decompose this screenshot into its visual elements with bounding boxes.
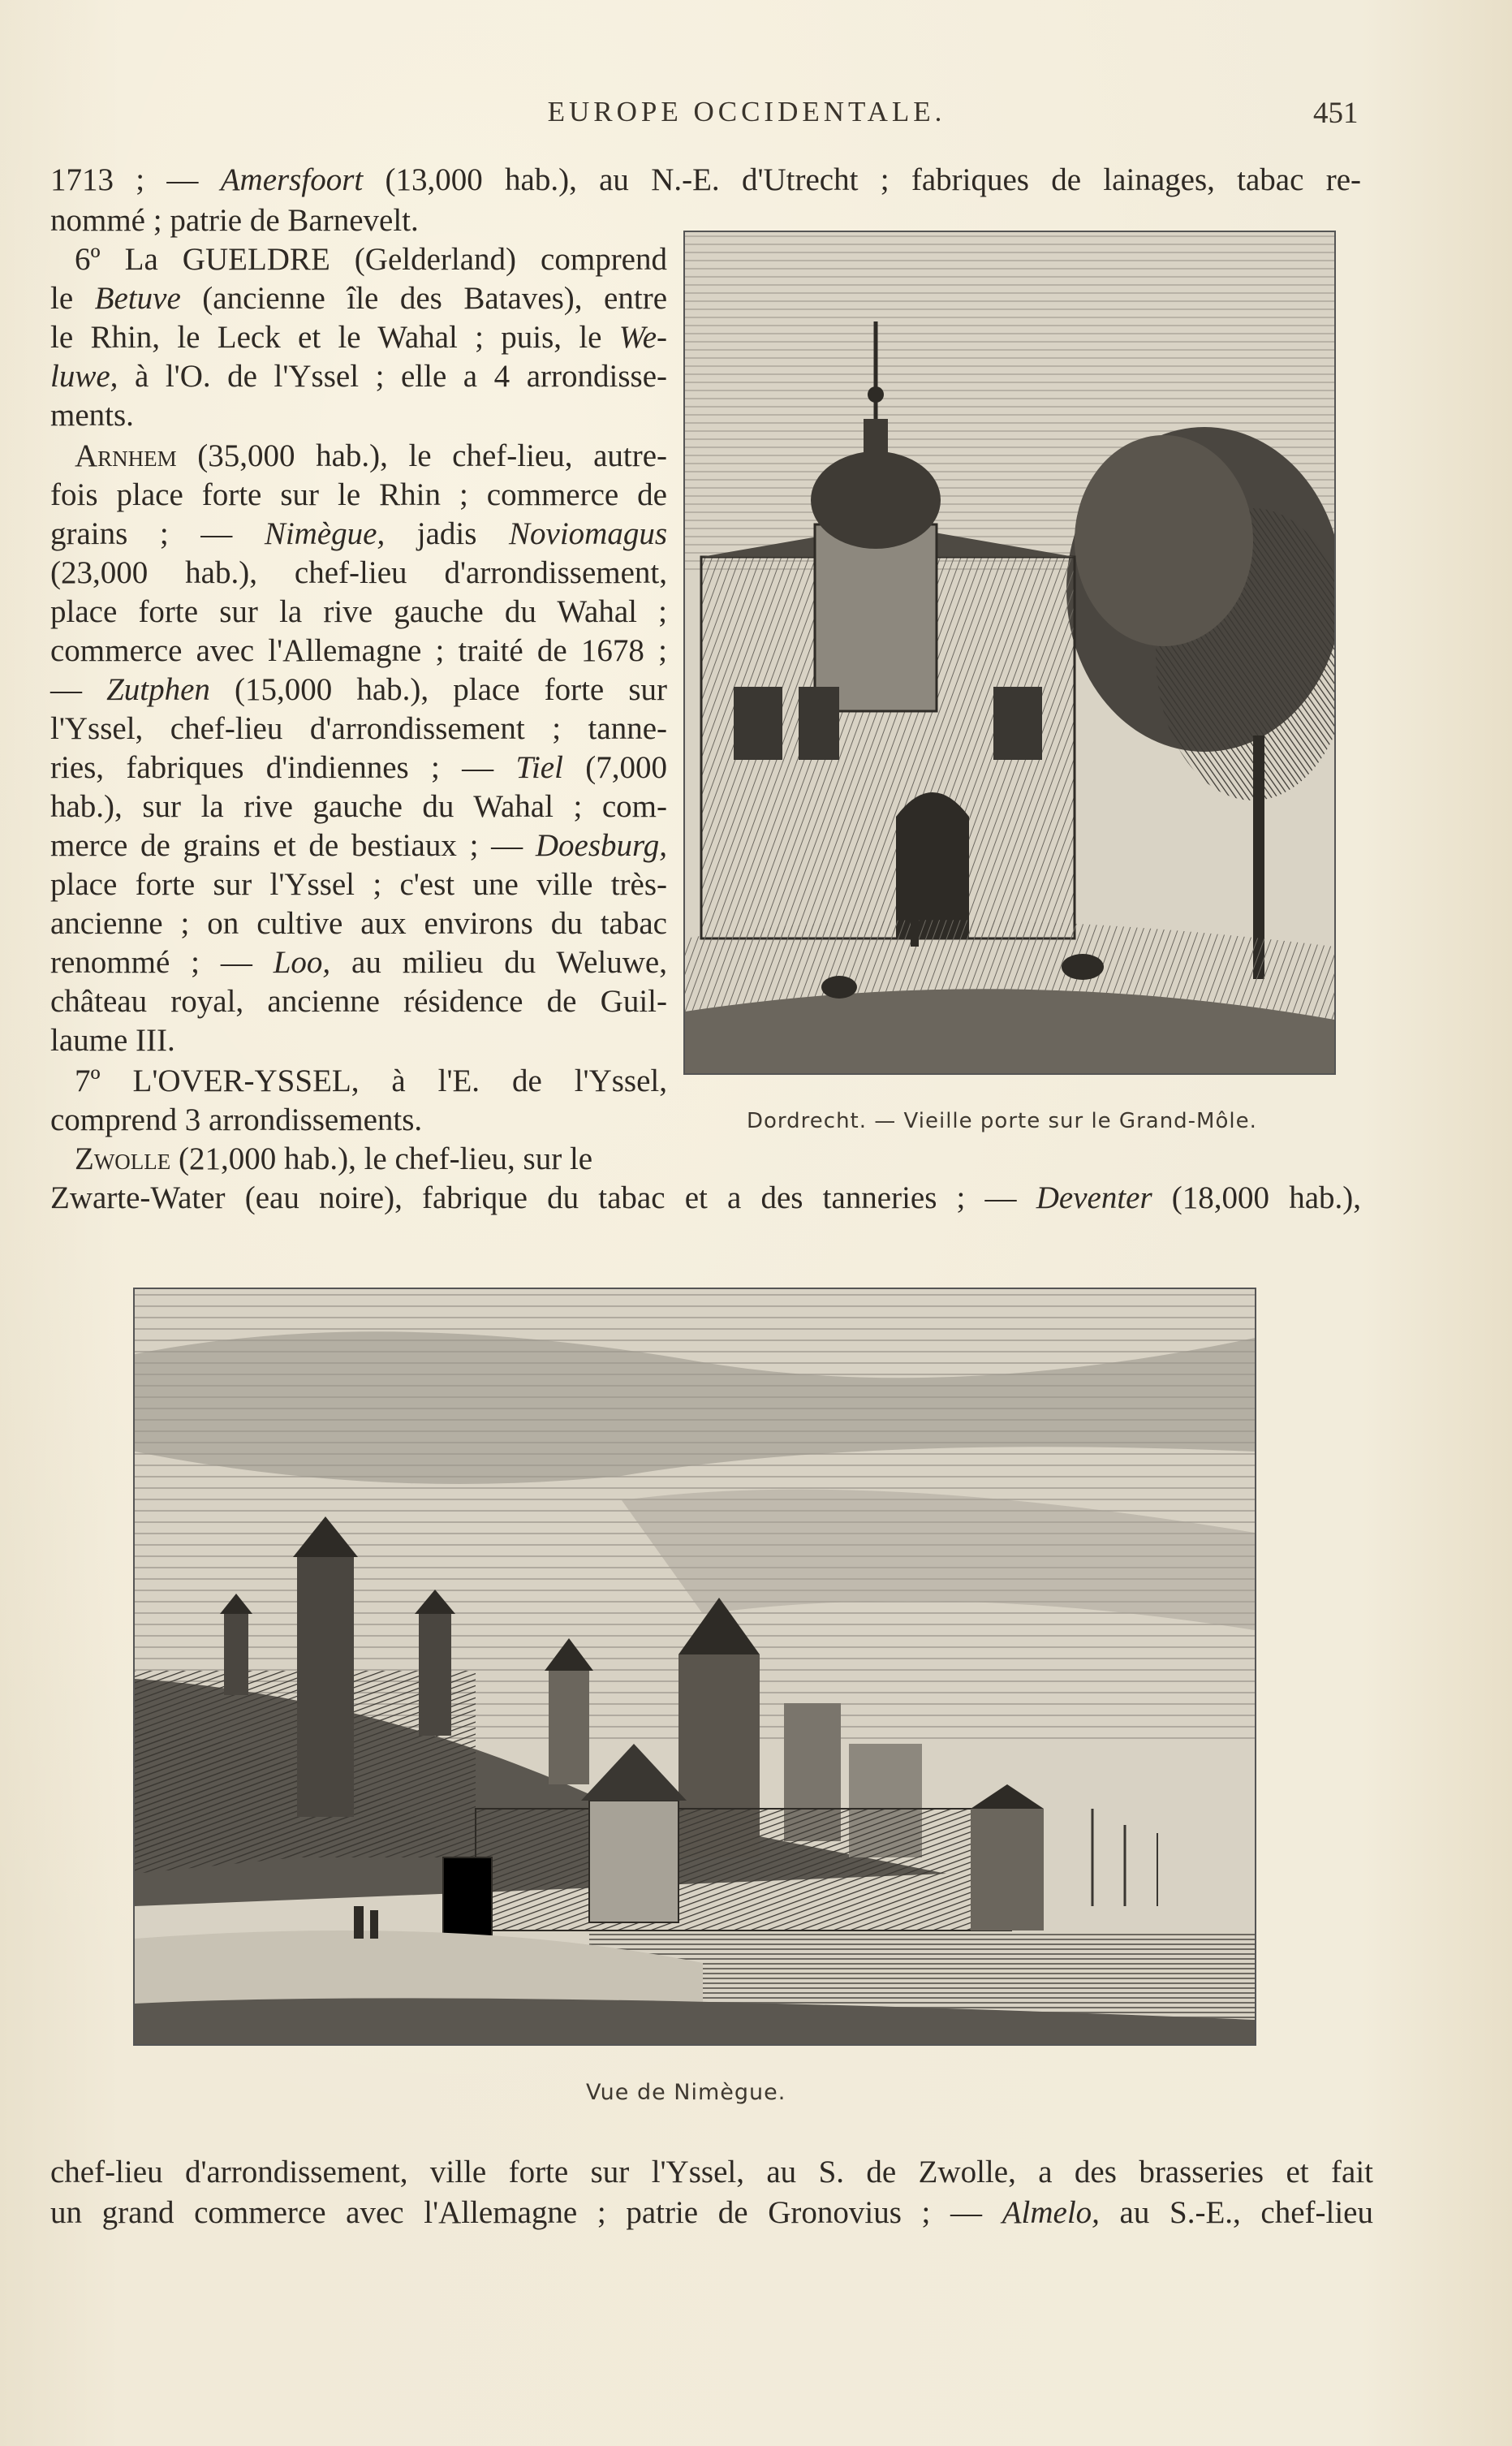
text-line: nommé ; patrie de Barnevelt. <box>50 203 419 238</box>
text-line: commerce avec l'Allemagne ; traité de 1678 ; <box>50 633 667 668</box>
text-line: Arnhem (35,000 hab.), le chef-lieu, autre- <box>75 438 667 473</box>
text-line: le Betuve (ancienne île des Bataves), entre <box>50 281 667 316</box>
text-line: château royal, ancienne résidence de Guil- <box>50 984 667 1019</box>
text-line: renommé ; — Loo, au milieu du Weluwe, <box>50 945 667 980</box>
text-line: 1713 ; — Amersfoort (13,000 hab.), au N.-E. d'Utrecht ; fabriques de lainages, tabac re- <box>50 162 1361 197</box>
text-line: grains ; — Nimègue, jadis Noviomagus <box>50 516 667 551</box>
text-line: ments. <box>50 398 134 433</box>
text-line: luwe, à l'O. de l'Yssel ; elle a 4 arrondisse- <box>50 359 667 394</box>
engraving-nimegue <box>135 1289 1255 2044</box>
caption-dordrecht: Dordrecht. — Vieille porte sur le Grand-Môle. <box>747 1109 1257 1133</box>
text-line: fois place forte sur le Rhin ; commerce de <box>50 477 667 512</box>
engraving-dordrecht <box>685 232 1334 1073</box>
text-line: le Rhin, le Leck et le Wahal ; puis, le We- <box>50 320 667 355</box>
text-line: comprend 3 arrondissements. <box>50 1102 423 1137</box>
text-line: laume III. <box>50 1023 175 1058</box>
text-line: l'Yssel, chef-lieu d'arrondissement ; tanne- <box>50 711 667 746</box>
illustration-dordrecht-gate <box>683 231 1336 1075</box>
text-line: 6º La GUELDRE (Gelderland) comprend <box>75 242 667 277</box>
text-line: ancienne ; on cultive aux environs du tabac <box>50 906 667 941</box>
text-line: (23,000 hab.), chef-lieu d'arrondissement, <box>50 555 667 590</box>
text-line: un grand commerce avec l'Allemagne ; patrie de Gronovius ; — Almelo, au S.-E., chef-lieu <box>50 2195 1373 2230</box>
text-line: ries, fabriques d'indiennes ; — Tiel (7,000 <box>50 750 667 785</box>
text-line: hab.), sur la rive gauche du Wahal ; com- <box>50 789 667 824</box>
caption-nimegue: Vue de Nimègue. <box>586 2080 786 2105</box>
text-line: Zwolle (21,000 hab.), le chef-lieu, sur le <box>75 1141 593 1176</box>
text-line: 7º L'OVER-YSSEL, à l'E. de l'Yssel, <box>75 1063 667 1098</box>
illustration-nimegue-view <box>133 1288 1256 2046</box>
page-number: 451 <box>1313 97 1359 130</box>
text-line: chef-lieu d'arrondissement, ville forte sur l'Yssel, au S. de Zwolle, a des brasseries et fait <box>50 2155 1373 2189</box>
text-line: Zwarte-Water (eau noire), fabrique du tabac et a des tanneries ; — Deventer (18,000 hab.), <box>50 1180 1361 1215</box>
text-line: merce de grains et de bestiaux ; — Doesburg, <box>50 828 667 863</box>
text-line: place forte sur l'Yssel ; c'est une ville très- <box>50 867 667 902</box>
text-line: place forte sur la rive gauche du Wahal ; <box>50 594 667 629</box>
running-header: EUROPE OCCIDENTALE. <box>547 96 946 127</box>
text-line: — Zutphen (15,000 hab.), place forte sur <box>50 672 667 707</box>
